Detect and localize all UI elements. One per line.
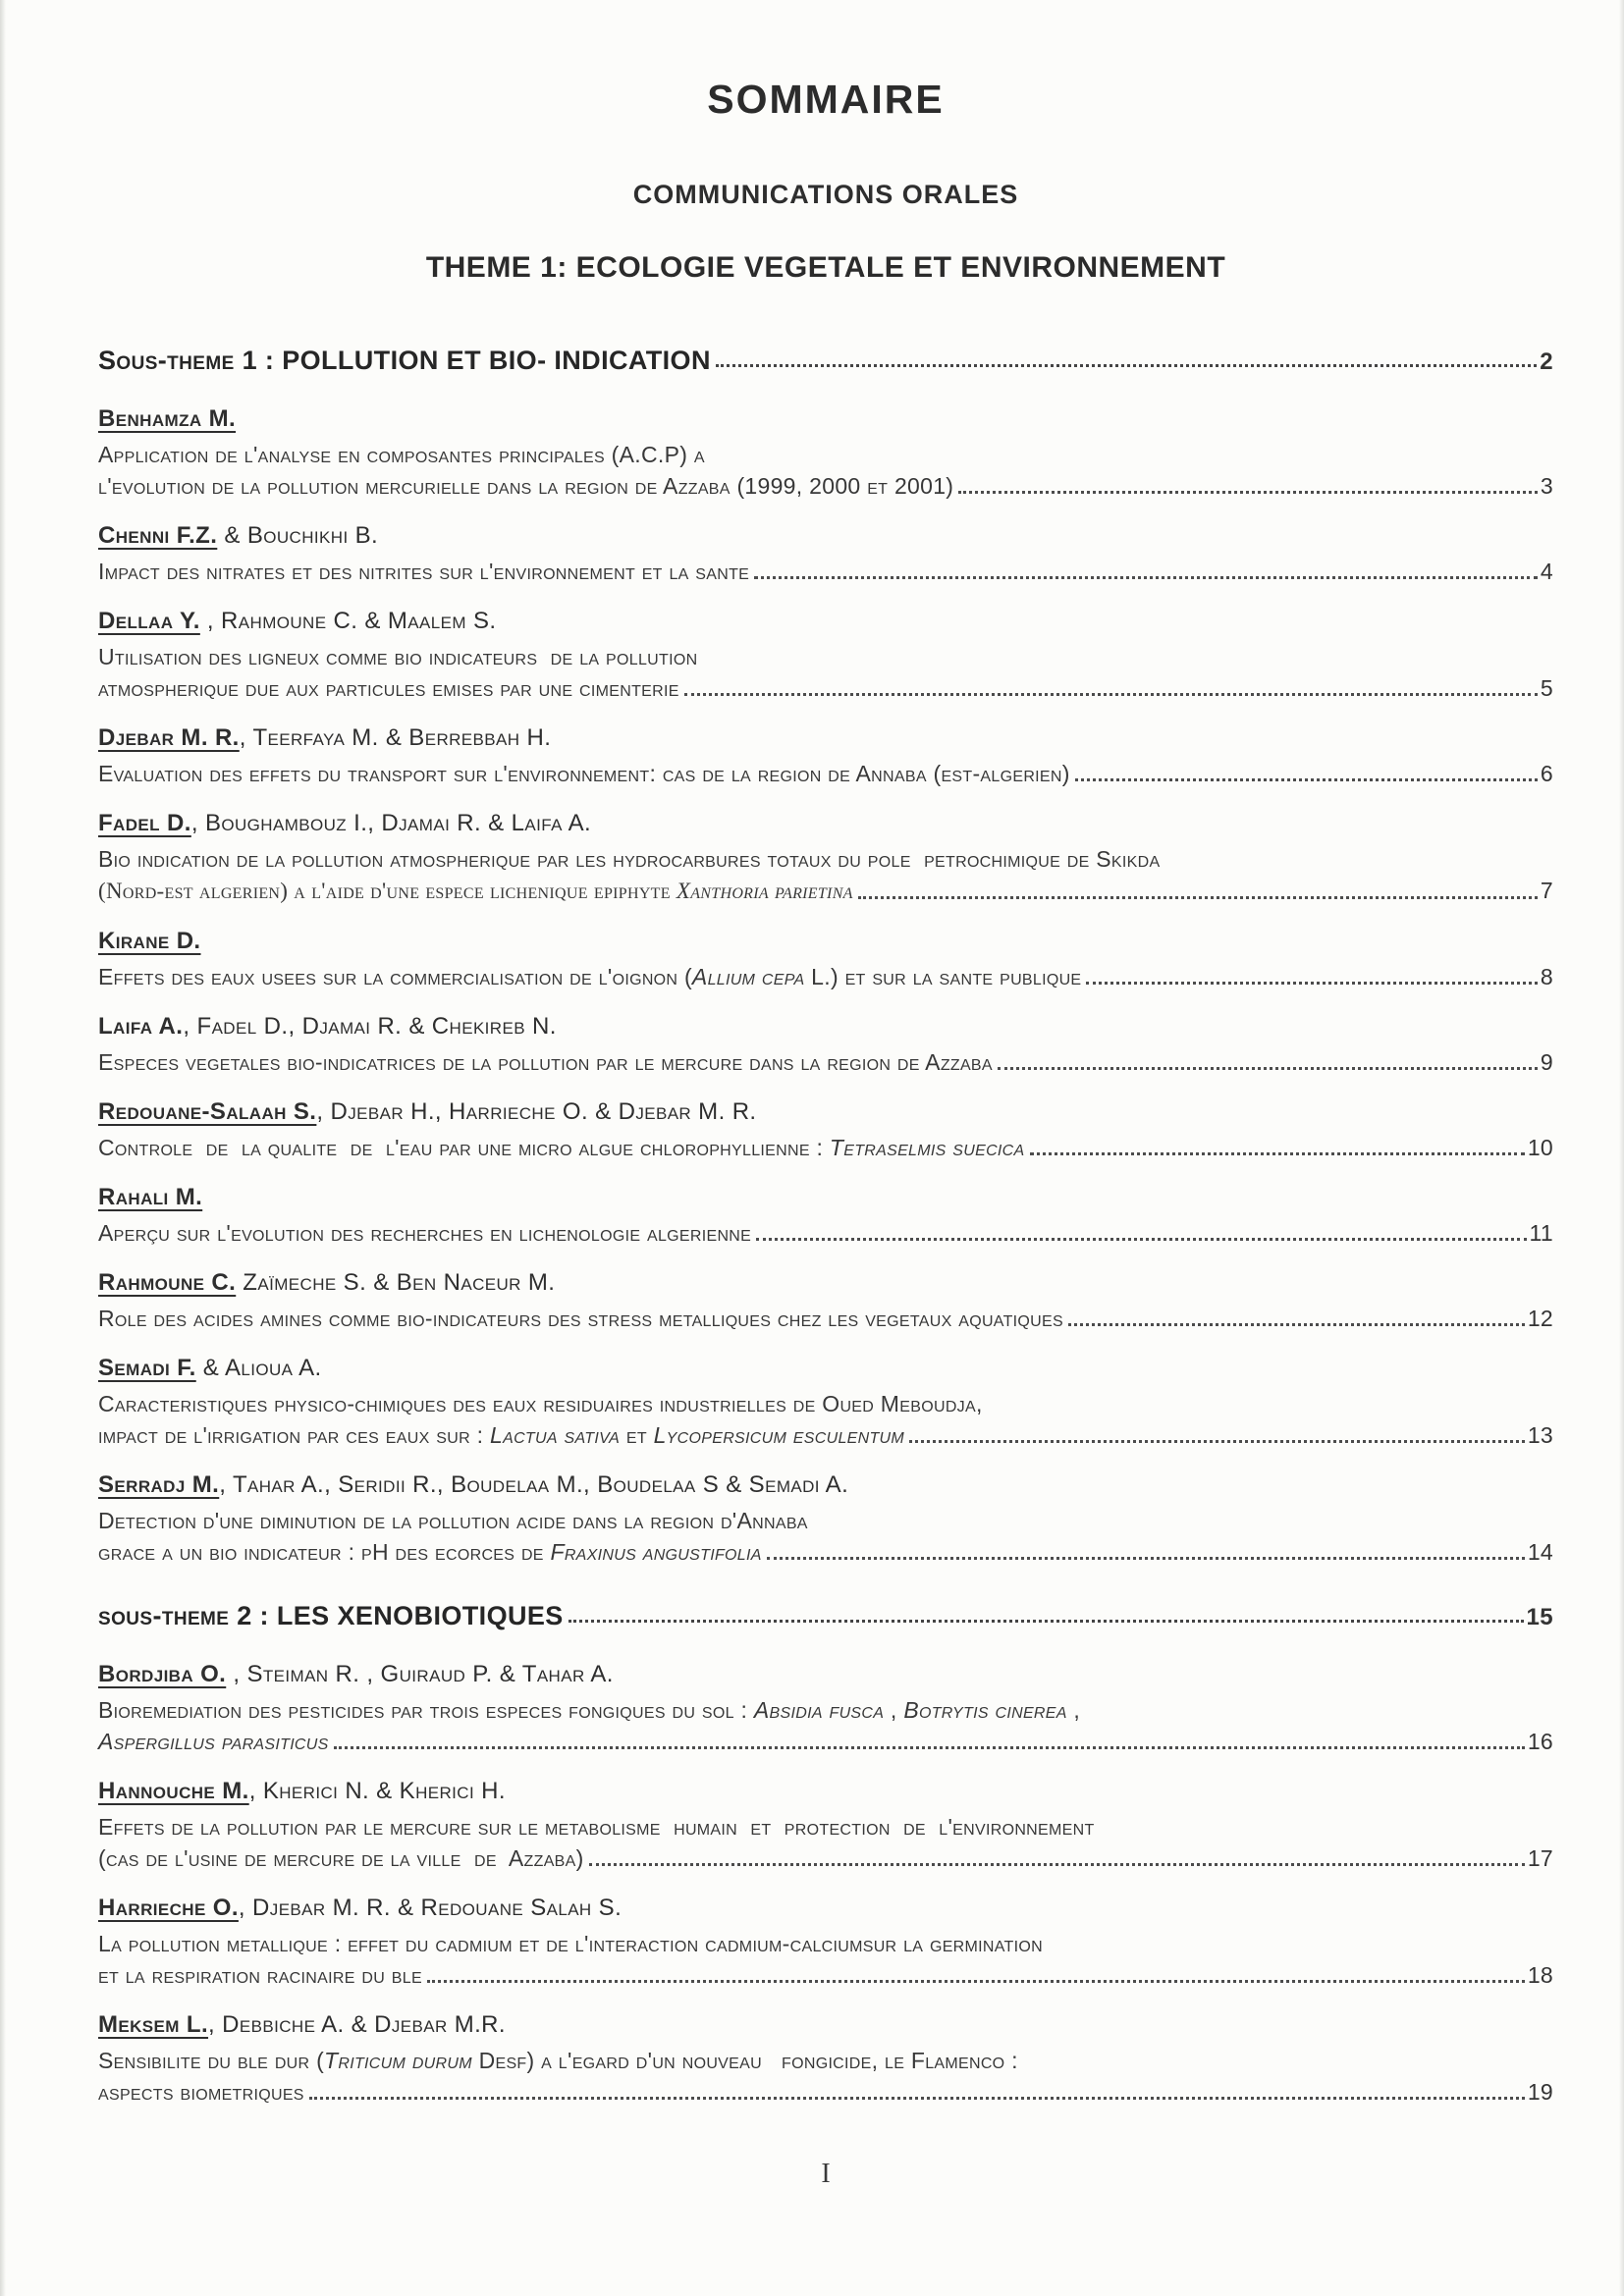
title-line (98, 1132, 1553, 1163)
page-number: 3 (1540, 473, 1553, 499)
section-heading: COMMUNICATIONS ORALES (632, 180, 1019, 209)
toc-entry (98, 2011, 1553, 2108)
dot-leader (684, 693, 1538, 696)
page-number: 19 (1527, 2079, 1553, 2105)
primary-author: Kirane D. (98, 928, 201, 954)
co-authors: , Steiman R. , Guiraud P. & Tahar A. (226, 1661, 614, 1687)
title-segment: Fraxinus angustifolia (550, 1539, 762, 1565)
author-line (98, 2011, 1553, 2039)
author-line (98, 810, 1553, 837)
title-segment: , (884, 1697, 904, 1723)
toc-entry (98, 1098, 1553, 1163)
co-authors: Zaïmeche S. & Ben Naceur M. (236, 1269, 556, 1296)
title-line (98, 1928, 1553, 1959)
dot-leader (1030, 1152, 1525, 1155)
title-text (98, 1388, 983, 1419)
title-text (98, 470, 953, 502)
toc-entry (98, 1471, 1553, 1568)
title-line (98, 672, 1553, 704)
co-authors: & Bouchikhi B. (217, 522, 379, 549)
page-number: 9 (1540, 1049, 1553, 1075)
toc-entry (98, 1778, 1553, 1874)
toc-entry (98, 522, 1553, 587)
primary-author: Meksem L. (98, 2011, 209, 2038)
title-segment: impact de l'irrigation par ces eaux sur : (98, 1422, 490, 1448)
primary-author: Semadi F. (98, 1355, 196, 1381)
primary-author: Chenni F.Z. (98, 522, 218, 549)
primary-author: Harrieche O. (98, 1895, 239, 1921)
title-segment: l'evolution de la pollution mercurielle dans la region de Azzaba (1999, 2000 et 2001) (98, 473, 954, 499)
primary-author: Dellaa Y. (98, 608, 200, 634)
toc-entry (98, 1895, 1553, 1991)
title-line (98, 1303, 1553, 1334)
title-line (98, 470, 1553, 502)
dot-leader (858, 896, 1538, 899)
title-text (98, 556, 749, 587)
author-line (98, 1778, 1553, 1805)
author-line (98, 1661, 1553, 1688)
primary-author: Rahmoune C. (98, 1269, 237, 1296)
title-text (98, 1303, 1063, 1334)
dot-leader (568, 1620, 1524, 1623)
title-segment: aspects biometriques (98, 2079, 304, 2105)
title-text (98, 1959, 422, 1991)
toc-entry (98, 1661, 1553, 1757)
title-text (98, 1928, 1043, 1959)
title-segment: Botrytis cinerea (903, 1697, 1067, 1723)
dot-leader (909, 1440, 1525, 1443)
toc-entry (98, 1355, 1553, 1451)
title-segment: Effets des eaux usees sur la commercialisation de l'oignon ( (98, 964, 692, 989)
title-segment: Aperçu sur l'evolution des recherches en lichenologie algerienne (98, 1220, 752, 1246)
page-number: 18 (1527, 1962, 1553, 1988)
title-text (98, 1694, 1080, 1726)
title-line (98, 1959, 1553, 1991)
title-line (98, 1694, 1553, 1726)
page-number: 10 (1527, 1135, 1553, 1160)
author-line (98, 724, 1553, 752)
title-text (98, 843, 1160, 875)
page-number: 14 (1527, 1539, 1553, 1565)
title-text (98, 961, 1081, 992)
title-line (98, 1046, 1553, 1078)
title-line (98, 1842, 1553, 1874)
title-line (98, 439, 1553, 470)
title-text (98, 1536, 762, 1568)
page-number: 16 (1527, 1729, 1553, 1754)
subtheme-title: LES XENOBIOTIQUES (276, 1601, 564, 1630)
author-line (98, 405, 1553, 433)
title-text (98, 1726, 329, 1757)
subtheme-title: POLLUTION ET BIO- INDICATION (282, 346, 711, 375)
co-authors: , Tahar A., Seridii R., Boudelaa M., Boudelaa S & Semadi A. (219, 1471, 849, 1498)
page-number: 8 (1540, 964, 1553, 989)
title-text (98, 758, 1070, 789)
title-segment: Bio indication de la pollution atmospherique par les hydrocarbures totaux du pole petrochimique de Skikda (98, 846, 1161, 872)
co-authors: , Debbiche A. & Djebar M.R. (208, 2011, 506, 2038)
author-line (98, 1013, 1553, 1041)
dot-leader (754, 576, 1538, 579)
author-line (98, 1098, 1553, 1126)
title-segment: atmospherique due aux particules emises par une cimenterie (98, 675, 679, 701)
title-line (98, 758, 1553, 789)
toc-entry (98, 1269, 1553, 1334)
title-line (98, 1388, 1553, 1419)
title-segment: Controle de la qualite de l'eau par une micro algue chlorophyllienne : (98, 1135, 830, 1160)
theme-heading: THEME 1: ECOLOGIE VEGETALE ET ENVIRONNEMENT (425, 251, 1226, 284)
title-line (98, 961, 1553, 992)
title-line (98, 1726, 1553, 1757)
title-text (98, 2045, 1018, 2076)
toc-list (98, 346, 1553, 2108)
dot-leader (767, 1557, 1525, 1560)
title-segment: Effets de la pollution par le mercure sur le metabolisme humain et protection de l'environnement (98, 1814, 1095, 1840)
page-number: 12 (1527, 1306, 1553, 1331)
title-line (98, 1811, 1553, 1842)
subtheme-label: sous-theme 2 : (98, 1601, 277, 1630)
title-segment: Triticum durum (324, 2048, 472, 2073)
co-authors: , Djebar M. R. & Redouane Salah S. (238, 1895, 623, 1921)
title-segment: Detection d'une diminution de la pollution acide dans la region d'Annaba (98, 1508, 808, 1533)
dot-leader (756, 1238, 1526, 1241)
title-segment: Xanthoria parietina (676, 879, 853, 903)
author-line (98, 1184, 1553, 1211)
title-text (98, 2076, 304, 2108)
page-number: 2 (1540, 348, 1553, 375)
title-line (98, 556, 1553, 587)
title-text (98, 1217, 751, 1249)
primary-author: Hannouche M. (98, 1778, 249, 1804)
toc-entry (98, 1013, 1553, 1078)
title-segment: et (620, 1422, 654, 1448)
primary-author: Fadel D. (98, 810, 191, 836)
dot-leader (427, 1980, 1525, 1983)
title-segment: (Nord-est algerien) a l'aide d'une espece lichenique epiphyte (98, 879, 677, 903)
title-line (98, 641, 1553, 672)
title-segment: L.) et sur la sante publique (804, 964, 1082, 989)
primary-author: Bordjiba O. (98, 1661, 227, 1687)
author-line (98, 1895, 1553, 1922)
co-authors: , Kherici N. & Kherici H. (248, 1778, 506, 1804)
title-segment: Especes vegetales bio-indicatrices de la pollution par le mercure dans la region de Azzaba (98, 1049, 993, 1075)
title-line (98, 2045, 1553, 2076)
co-authors: , Fadel D., Djamai R. & Chekireb N. (183, 1013, 557, 1040)
title-line (98, 2076, 1553, 2108)
title-segment: (cas de l'usine de mercure de la ville de Azzaba) (98, 1845, 584, 1871)
title-text (98, 1505, 808, 1536)
toc-entry (98, 608, 1553, 704)
page-title: SOMMAIRE (707, 77, 945, 122)
title-segment: Caracteristiques physico-chimiques des eaux residuaires industrielles de Oued Meboudja, (98, 1391, 983, 1416)
title-segment: Desf) a l'egard d'un nouveau fongicide, le Flamenco : (471, 2048, 1018, 2073)
title-segment: La pollution metallique : effet du cadmium et de l'interaction cadmium-calciumsur la germination (98, 1931, 1043, 1956)
dot-leader (1075, 778, 1538, 781)
toc-entry (98, 1184, 1553, 1249)
subtheme-heading (98, 346, 1553, 376)
dot-leader (998, 1067, 1538, 1070)
title-segment: Allium cepa (691, 964, 805, 989)
title-text (98, 875, 853, 907)
co-authors: , Teerfaya M. & Berrebbah H. (239, 724, 552, 751)
title-text (98, 439, 705, 470)
co-authors: & Alioua A. (195, 1355, 322, 1381)
primary-author: Rahali M. (98, 1184, 203, 1210)
title-text (98, 672, 679, 704)
page-number: 4 (1540, 559, 1553, 584)
page-number: 11 (1529, 1220, 1553, 1246)
toc-entry (98, 810, 1553, 907)
dot-leader (1068, 1323, 1525, 1326)
dot-leader (589, 1863, 1525, 1866)
primary-author: Djebar M. R. (98, 724, 240, 751)
title-line (98, 1419, 1553, 1451)
title-text (98, 1132, 1025, 1163)
primary-author: Benhamza M. (98, 405, 237, 432)
primary-author: Serradj M. (98, 1471, 220, 1498)
author-line (98, 522, 1553, 550)
title-segment: Aspergillus parasiticus (98, 1729, 329, 1754)
page-number: 7 (1540, 878, 1553, 903)
author-line (98, 1269, 1553, 1297)
title-text (98, 1419, 904, 1451)
dot-leader (958, 491, 1538, 494)
title-segment: Sensibilite du ble dur ( (98, 2048, 325, 2073)
toc-entry (98, 724, 1553, 789)
primary-author: Redouane-Salaah S. (98, 1098, 317, 1125)
document-header (98, 77, 1553, 285)
title-line (98, 843, 1553, 875)
title-text (98, 1842, 584, 1874)
title-segment: Impact des nitrates et des nitrites sur l'environnement et la sante (98, 559, 750, 584)
title-segment: Evaluation des effets du transport sur l'environnement: cas de la region de Annaba (est-algerien) (98, 761, 1070, 786)
title-line (98, 1505, 1553, 1536)
title-line (98, 875, 1553, 907)
page-number: 5 (1540, 675, 1553, 701)
toc-entry (98, 928, 1553, 992)
title-segment: grace a un bio indicateur : pH des ecorces de (98, 1539, 551, 1565)
title-segment: et la respiration racinaire du ble (98, 1962, 422, 1988)
title-segment: Utilisation des ligneux comme bio indicateurs de la pollution (98, 644, 698, 669)
title-segment: Bioremediation des pesticides par trois especes fongiques du sol : (98, 1697, 754, 1723)
author-line (98, 1355, 1553, 1382)
title-segment: Tetraselmis suecica (829, 1135, 1025, 1160)
footer-page-number: I (821, 2159, 831, 2189)
title-line (98, 1217, 1553, 1249)
subtheme-heading (98, 1601, 1553, 1631)
page-number: 15 (1526, 1604, 1553, 1630)
co-authors: , Djebar H., Harrieche O. & Djebar M. R. (316, 1098, 757, 1125)
page-number: 17 (1527, 1845, 1553, 1871)
dot-leader (1086, 982, 1538, 985)
title-text (98, 641, 697, 672)
page-number: 13 (1527, 1422, 1553, 1448)
title-line (98, 1536, 1553, 1568)
primary-author: Laifa A. (98, 1013, 184, 1040)
title-text (98, 1811, 1095, 1842)
dot-leader (716, 364, 1537, 367)
author-line (98, 928, 1553, 955)
toc-entry (98, 405, 1553, 502)
author-line (98, 1471, 1553, 1499)
co-authors: , Rahmoune C. & Maalem S. (199, 608, 497, 634)
title-segment: Absidia fusca (753, 1697, 885, 1723)
dot-leader (309, 2097, 1525, 2100)
author-line (98, 608, 1553, 635)
title-segment: Role des acides amines comme bio-indicateurs des stress metalliques chez les vegetaux aquatiques (98, 1306, 1063, 1331)
title-segment: , (1066, 1697, 1081, 1723)
page-number: 6 (1540, 761, 1553, 786)
co-authors: , Boughambouz I., Djamai R. & Laifa A. (190, 810, 592, 836)
title-segment: Lactua sativa (490, 1422, 621, 1448)
subtheme-label: Sous-theme 1 : (98, 346, 283, 375)
title-segment: Lycopersicum esculentum (653, 1422, 905, 1448)
dot-leader (334, 1746, 1525, 1749)
title-text (98, 1046, 993, 1078)
title-segment: Application de l'analyse en composantes principales (A.C.P) a (98, 442, 705, 467)
